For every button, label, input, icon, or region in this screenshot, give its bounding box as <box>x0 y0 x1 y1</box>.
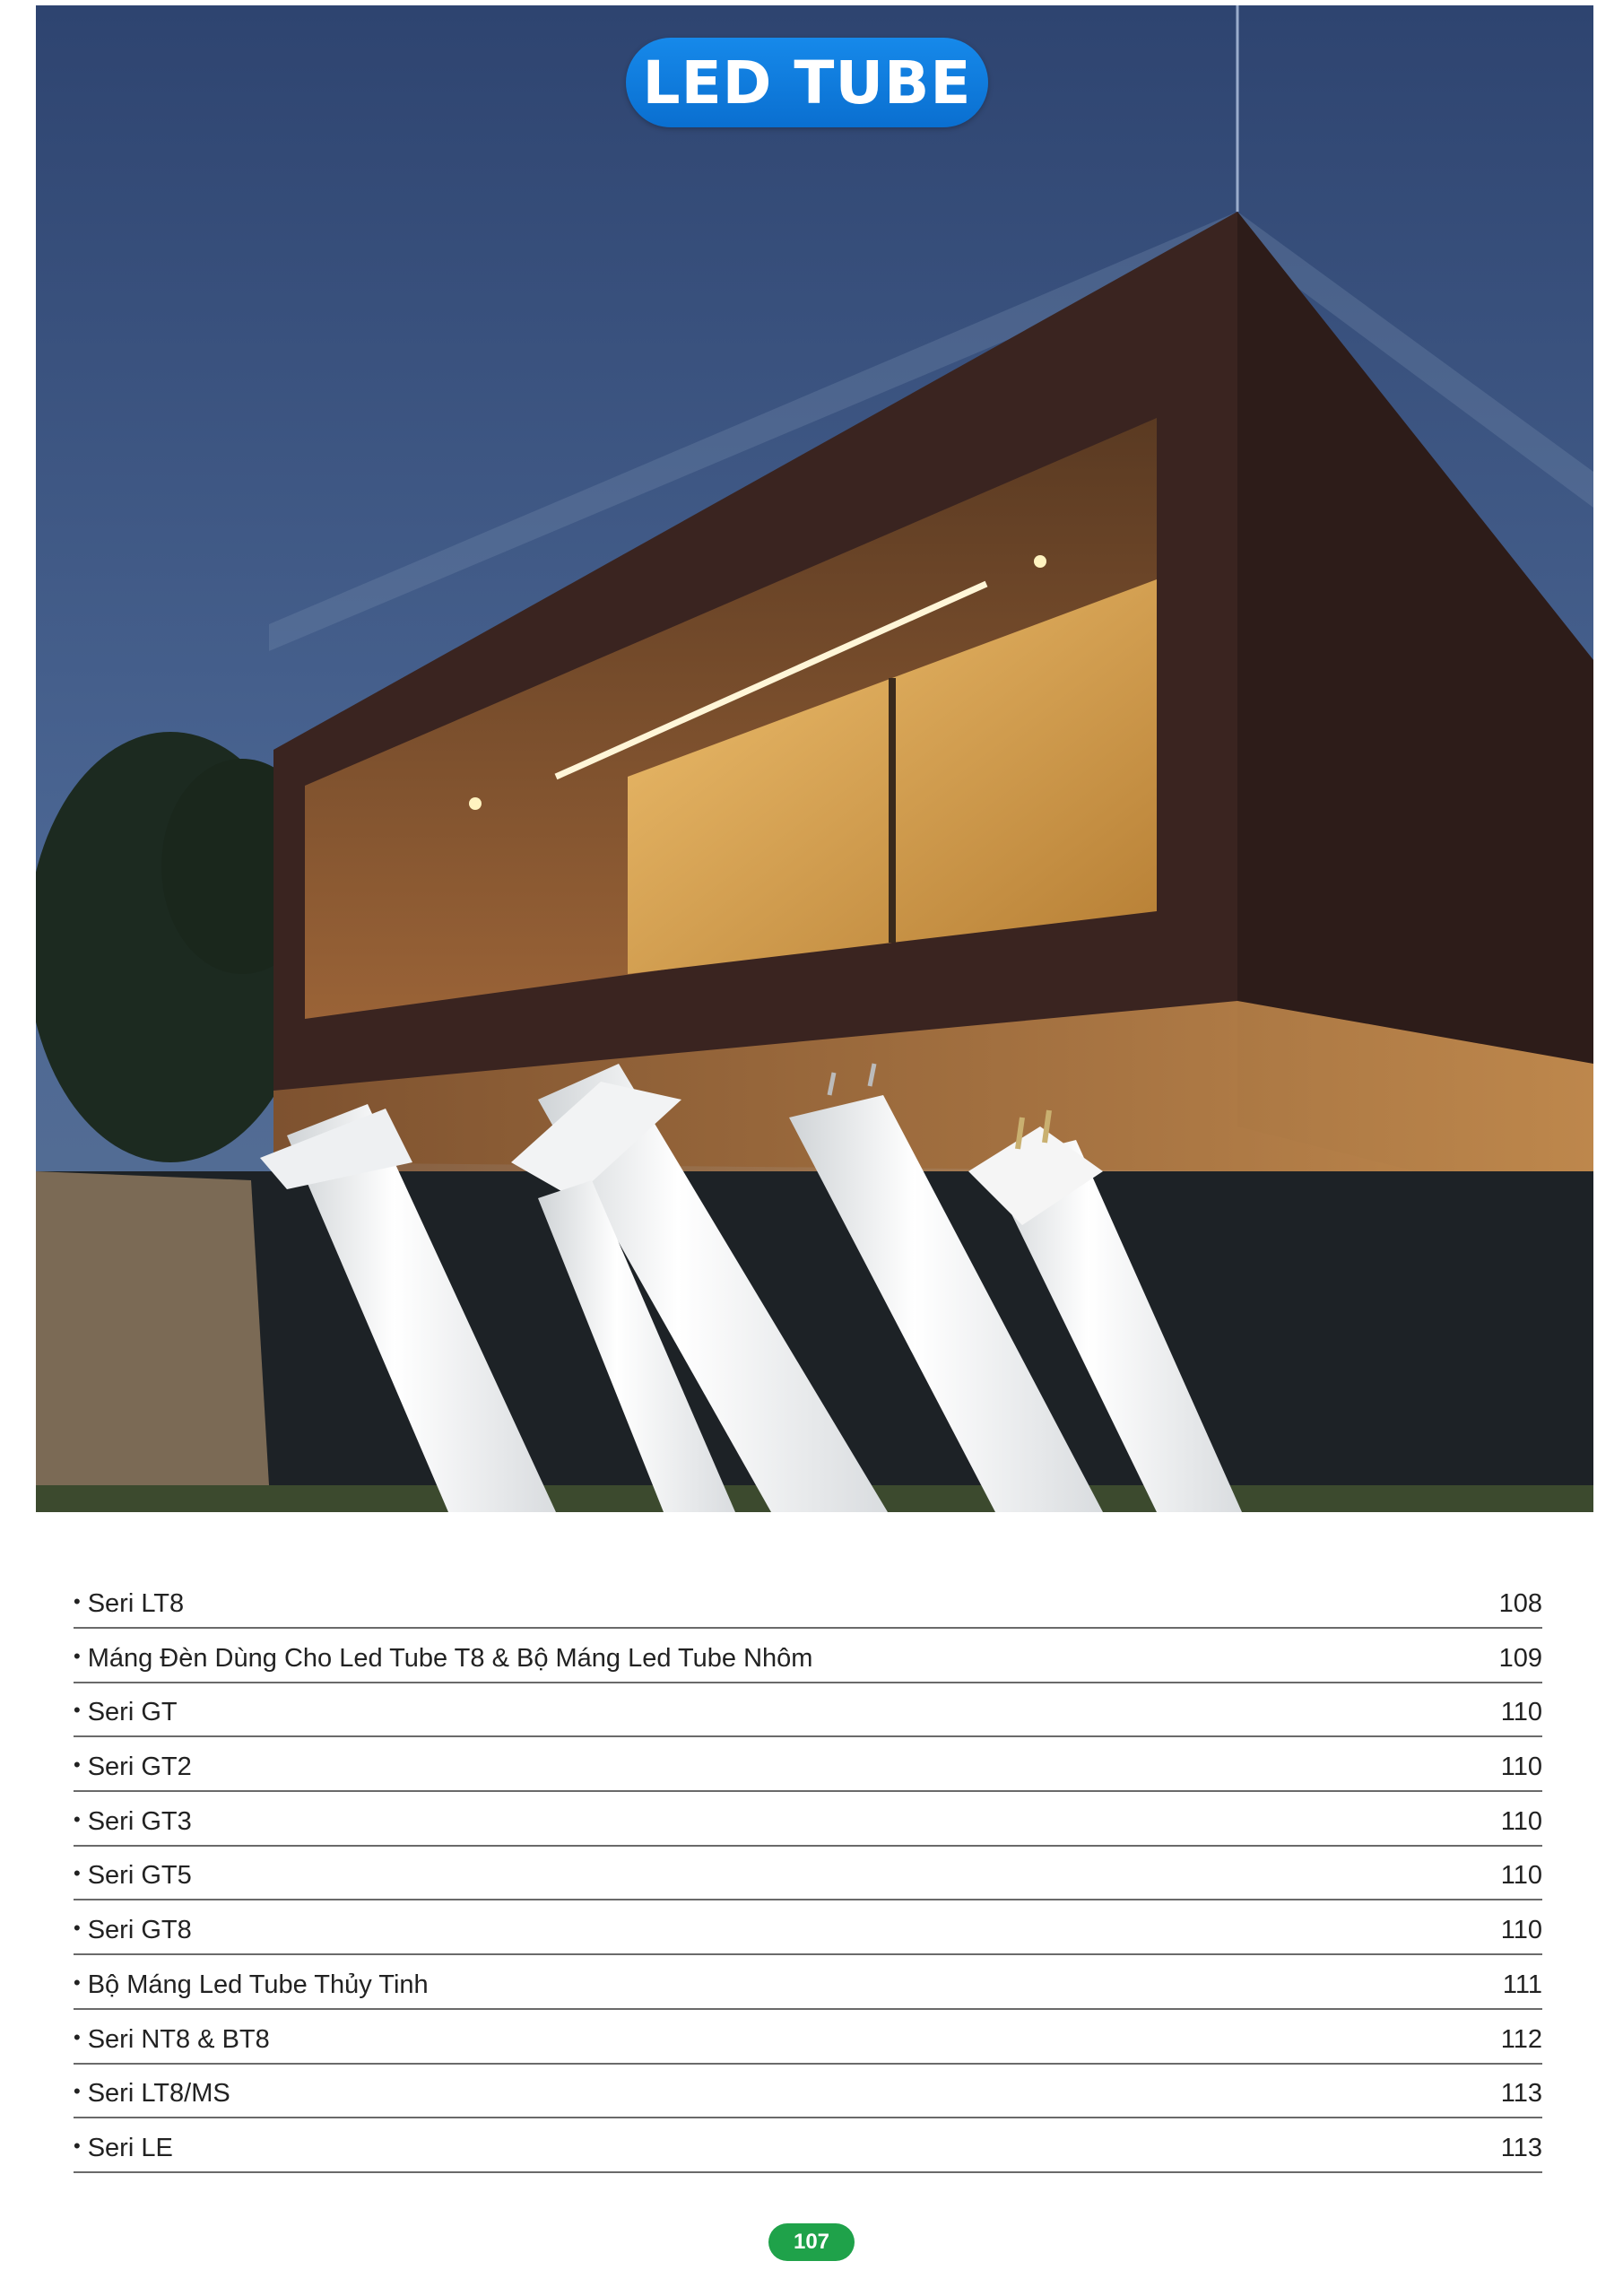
bullet-icon: • <box>74 1807 81 1831</box>
toc-label: Seri NT8 & BT8 <box>87 2024 270 2054</box>
toc-label: Seri GT3 <box>87 1806 192 1836</box>
table-of-contents <box>74 1576 1542 2175</box>
toc-label: Bộ Máng Led Tube Thủy Tinh <box>87 1970 429 1999</box>
list-item[interactable] <box>74 1684 1542 1737</box>
list-item[interactable] <box>74 2120 1542 2173</box>
toc-page-number: 113 <box>1500 2133 1542 2162</box>
toc-label: Seri LT8 <box>87 1589 185 1618</box>
bullet-icon: • <box>74 1862 81 1885</box>
page-title: LED TUBE <box>626 38 988 127</box>
list-item[interactable] <box>74 1631 1542 1683</box>
toc-page-number: 110 <box>1500 1698 1542 1727</box>
toc-label: Seri GT2 <box>87 1752 192 1782</box>
toc-page-number: 112 <box>1500 2024 1542 2054</box>
bullet-icon: • <box>74 1644 81 1667</box>
list-item[interactable] <box>74 2012 1542 2065</box>
toc-page-number: 110 <box>1500 1752 1542 1782</box>
toc-label: Seri GT8 <box>87 1916 192 1945</box>
toc-label: Seri GT5 <box>87 1861 192 1891</box>
toc-label: Seri LT8/MS <box>87 2079 230 2109</box>
hero-photo <box>36 5 1593 1512</box>
toc-label: Máng Đèn Dùng Cho Led Tube T8 & Bộ Máng Led Tube Nhôm <box>87 1643 813 1673</box>
list-item[interactable] <box>74 1576 1542 1629</box>
toc-page-number: 113 <box>1500 2079 1542 2109</box>
page-number-badge: 107 <box>768 2223 855 2261</box>
list-item[interactable] <box>74 1794 1542 1847</box>
list-item[interactable] <box>74 2066 1542 2118</box>
toc-page-number: 110 <box>1500 1806 1542 1836</box>
bullet-icon: • <box>74 2025 81 2048</box>
list-item[interactable] <box>74 1902 1542 1955</box>
toc-page-number: 109 <box>1498 1643 1542 1673</box>
list-item[interactable] <box>74 1739 1542 1792</box>
bullet-icon: • <box>74 2134 81 2157</box>
toc-label: Seri GT <box>87 1698 178 1727</box>
bullet-icon: • <box>74 1970 81 1994</box>
toc-page-number: 111 <box>1502 1970 1542 1999</box>
toc-page-number: 110 <box>1500 1916 1542 1945</box>
bullet-icon: • <box>74 1753 81 1777</box>
toc-page-number: 110 <box>1500 1861 1542 1891</box>
bullet-icon: • <box>74 2080 81 2103</box>
toc-page-number: 108 <box>1498 1589 1542 1618</box>
bullet-icon: • <box>74 1590 81 1613</box>
bullet-icon: • <box>74 1917 81 1940</box>
list-item[interactable] <box>74 1848 1542 1900</box>
bullet-icon: • <box>74 1699 81 1722</box>
list-item[interactable] <box>74 1957 1542 2010</box>
house-night-photo-icon <box>36 5 1593 1512</box>
toc-label: Seri LE <box>87 2133 173 2162</box>
